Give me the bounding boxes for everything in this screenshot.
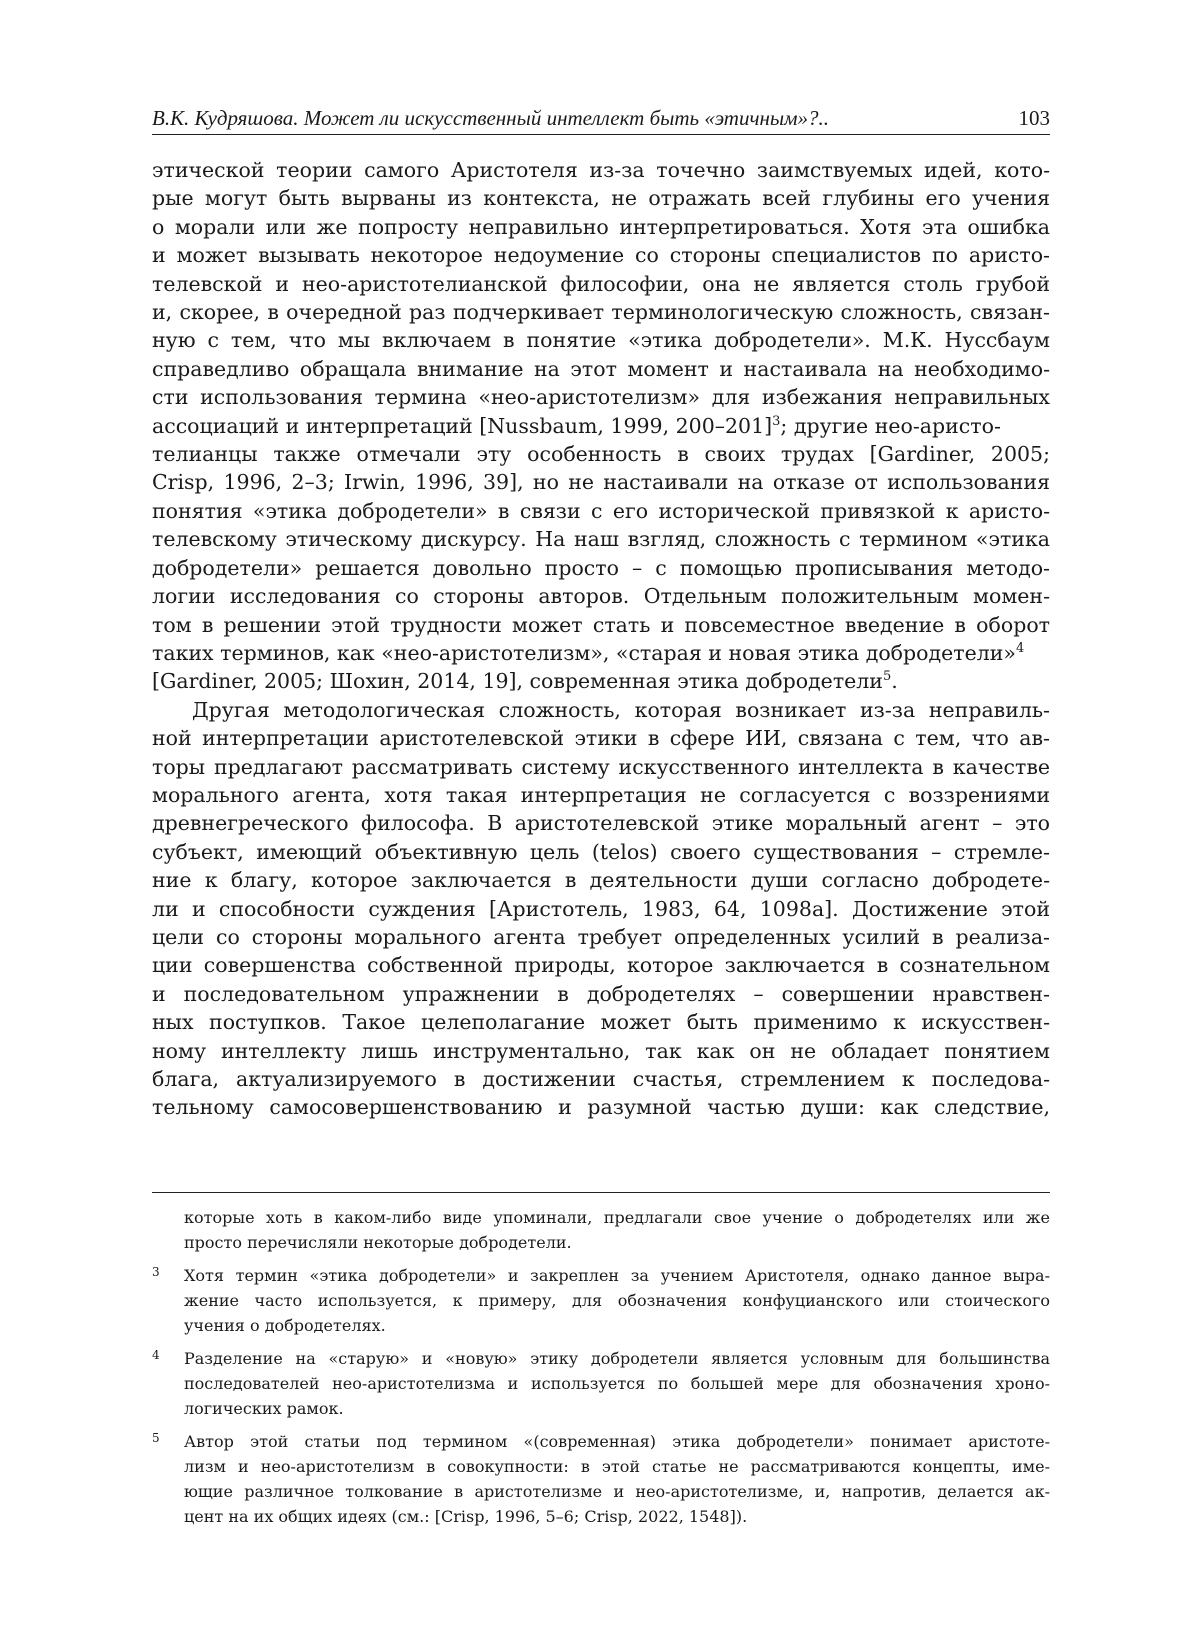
footnote-line: жение часто используется, к примеру, для обозначения конфуцианского или стоического <box>184 1291 1050 1310</box>
footnote-number: 3 <box>152 1265 160 1279</box>
footnote-ref-4[interactable]: 4 <box>1015 641 1025 657</box>
text-line: добродетели» решается довольно просто – с помощью прописывания методо- <box>152 555 1050 580</box>
text-segment: ассоциаций и интерпретаций [Nussbaum, 1999, 200–201] <box>152 413 773 438</box>
footnote-line: Хотя термин «этика добродетели» и закреплен за учением Аристотеля, однако данное выра- <box>184 1266 1050 1285</box>
text-line <box>152 412 1050 440</box>
paragraph <box>152 696 1050 1122</box>
text-line: ному интеллекту лишь инструментально, так как он не обладает понятием <box>152 1038 1050 1063</box>
text-line: торы предлагают рассматривать систему искусственного интеллекта в качестве <box>152 754 1050 779</box>
text-segment: таких терминов, как «нео-аристотелизм», «старая и новая этика добродетели» <box>152 640 1016 665</box>
footnote-line: учения о добродетелях. <box>184 1316 386 1335</box>
text-line: Другая методологическая сложность, которая возникает из-за неправиль- <box>192 697 1050 722</box>
text-line: сти использования термина «нео-аристотелизм» для избежания неправильных <box>152 385 1050 410</box>
footnote-ref-5[interactable]: 5 <box>882 669 892 685</box>
footnote-line: которые хоть в каком-либо виде упоминали, предлагали свое учение о добродетелях или же <box>184 1208 1050 1227</box>
text-line: том в решении этой трудности может стать и повсеместное введение в оборот <box>152 612 1050 637</box>
footnote-line: логических рамок. <box>184 1399 344 1418</box>
text-line: субъект, имеющий объективную цель (telos) своего существования – стремле- <box>152 839 1050 864</box>
text-line: телевской и нео-аристотелианской философии, она не является столь грубой <box>152 271 1050 296</box>
text-line: и последовательном упражнении в добродетелях – совершении нравствен- <box>152 981 1050 1006</box>
text-line: Crisp, 1996, 2–3; Irwin, 1996, 39], но не настаивали на отказе от использования <box>152 470 1050 495</box>
text-segment: ; другие нео-аристо- <box>780 413 1001 438</box>
text-line: ных поступков. Такое целеполагание может быть применимо к искусствен- <box>152 1010 1050 1035</box>
text-line: и, скорее, в очередной раз подчеркивает терминологическую сложность, связан- <box>152 300 1050 325</box>
text-line: телианцы также отмечали эту особенность в своих трудах [Gardiner, 2005; <box>152 442 1050 467</box>
footnote-line: просто перечисляли некоторые добродетели. <box>184 1233 572 1252</box>
text-line: о морали или же попросту неправильно интерпретироваться. Хотя эта ошибка <box>152 214 1050 239</box>
text-line: ции совершенства собственной природы, которое заключается в сознательном <box>152 953 1050 978</box>
text-line: понятия «этика добродетели» в связи с его исторической привязкой к аристо- <box>152 498 1050 523</box>
text-line: ной интерпретации аристотелевской этики в сфере ИИ, связана с тем, что ав- <box>152 726 1050 751</box>
footnote-ref-3[interactable]: 3 <box>772 413 781 429</box>
text-line: этической теории самого Аристотеля из-за точечно заимствуемых идей, кото- <box>152 158 1050 182</box>
footnote-number: 5 <box>152 1431 160 1445</box>
text-segment: [Gardiner, 2005; Шохин, 2014, 19], современная этика добродетели <box>152 669 883 694</box>
paragraph <box>152 156 1050 696</box>
text-line: справедливо обращала внимание на этот момент и настаивала на необходимо- <box>152 356 1050 381</box>
text-line: ние к благу, которое заключается в деятельности души согласно добродете- <box>152 868 1050 893</box>
text-line <box>152 667 1050 695</box>
footnote-line: цент на их общих идеях (см.: [Crisp, 1996, 5–6; Crisp, 2022, 1548]). <box>184 1507 748 1526</box>
running-title: В.К. Кудряшова. Может ли искусственный интеллект быть «этичным»?.. <box>152 106 830 130</box>
text-line: логии исследования со стороны авторов. Отдельным положительным момен- <box>152 584 1050 609</box>
text-line: телевскому этическому дискурсу. На наш взгляд, сложность с термином «этика <box>152 527 1050 552</box>
footnote-continuation <box>152 1205 1050 1255</box>
text-line: блага, актуализируемого в достижении счастья, стремлением к последова- <box>152 1067 1050 1091</box>
footnote-line: ющие различное толкование в аристотелизме и нео-аристотелизме, и, напротив, делается ак- <box>184 1482 1050 1501</box>
page-number: 103 <box>1018 106 1050 130</box>
footnote-number: 4 <box>152 1348 160 1362</box>
text-line: и может вызывать некоторое недоумение со стороны специалистов по аристо- <box>152 243 1050 268</box>
running-header <box>152 104 1050 135</box>
footnote-4 <box>152 1346 1050 1421</box>
text-line: ную с тем, что мы включаем в понятие «этика добродетели». М.К. Нуссбаум <box>152 328 1050 353</box>
text-line: рые могут быть вырваны из контекста, не отражать всей глубины его учения <box>152 186 1050 211</box>
text-line <box>152 639 1050 667</box>
footnote-line: Разделение на «старую» и «новую» этику добродетели является условным для большинства <box>184 1349 1050 1368</box>
footnote-line: лизм и нео-аристотелизм в совокупности: в этой статье не рассматриваются концепты, име- <box>184 1457 1050 1476</box>
footnote-divider <box>152 1192 1050 1193</box>
footnote-5 <box>152 1429 1050 1529</box>
footnotes <box>152 1205 1050 1537</box>
main-text <box>152 156 1050 1122</box>
text-line: ли и способности суждения [Аристотель, 1983, 64, 1098a]. Достижение этой <box>152 896 1050 921</box>
text-line: тельному самосовершенствованию и разумной частью души: как следствие, <box>152 1095 1050 1120</box>
text-line: древнегреческого философа. В аристотелевской этике моральный агент – это <box>152 811 1050 836</box>
text-line: морального агента, хотя такая интерпретация не согласуется с воззрениями <box>152 782 1050 807</box>
text-segment: . <box>891 669 898 694</box>
footnote-line: Автор этой статьи под термином «(современная) этика добродетели» понимает аристоте- <box>184 1432 1050 1451</box>
footnote-line: последователей нео-аристотелизма и используется по большей мере для обозначения хроно- <box>184 1374 1050 1393</box>
text-line: цели со стороны морального агента требует определенных усилий в реализа- <box>152 924 1050 949</box>
footnote-3 <box>152 1263 1050 1338</box>
